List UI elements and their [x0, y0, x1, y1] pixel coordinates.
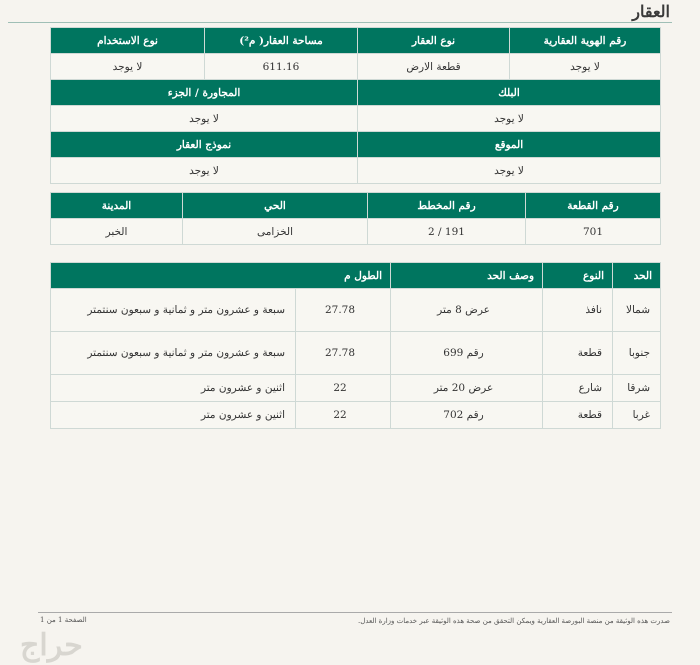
city-header: المدينة: [51, 193, 183, 219]
property-area-value: 611.16: [205, 54, 358, 80]
plot-number-header: رقم القطعة: [526, 193, 661, 219]
plan-number-value: 191 / 2: [368, 219, 526, 245]
boundary-type-header: النوع: [543, 263, 613, 289]
boundaries-table: [50, 262, 661, 429]
boundary-desc: رقم 702: [391, 402, 543, 429]
section-title: العقار: [632, 2, 670, 21]
plot-info-table: [50, 192, 661, 245]
footer-note: صدرت هذه الوثيقة من منصة البورصة العقارية ويمكن التحقق من صحة هذه الوثيقة عبر خدمات وزارة العدل.: [358, 617, 670, 625]
block-header: البلك: [358, 80, 661, 106]
title-divider: [8, 22, 672, 23]
table-row: [51, 289, 661, 332]
boundary-side-header: الحد: [613, 263, 661, 289]
boundary-side: شمالا: [613, 289, 661, 332]
boundary-type: قطعة: [543, 402, 613, 429]
location-header: الموقع: [358, 132, 661, 158]
block-value: لا يوجد: [358, 106, 661, 132]
model-header: نموذج العقار: [51, 132, 358, 158]
boundary-type: قطعة: [543, 332, 613, 375]
watermark-logo: حراج: [20, 628, 83, 663]
boundary-type: شارع: [543, 375, 613, 402]
usage-type-header: نوع الاستخدام: [51, 28, 205, 54]
boundary-length-header: الطول م: [51, 263, 391, 289]
footer-divider: [38, 612, 672, 613]
boundary-desc-header: وصف الحد: [391, 263, 543, 289]
boundary-length: 27.78: [296, 289, 391, 332]
usage-type-value: لا يوجد: [51, 54, 205, 80]
property-type-value: قطعة الارض: [358, 54, 510, 80]
district-value: الخزامى: [183, 219, 368, 245]
district-header: الحي: [183, 193, 368, 219]
neighbor-header: المجاورة / الجزء: [51, 80, 358, 106]
boundary-length-text: اثنين و عشرون متر: [51, 375, 296, 402]
boundary-desc: عرض 20 متر: [391, 375, 543, 402]
table-row: [51, 402, 661, 429]
property-id-value: لا يوجد: [510, 54, 661, 80]
boundary-desc: عرض 8 متر: [391, 289, 543, 332]
boundary-length-text: سبعة و عشرون متر و ثمانية و سبعون سنتمتر: [51, 289, 296, 332]
boundary-length-text: سبعة و عشرون متر و ثمانية و سبعون سنتمتر: [51, 332, 296, 375]
table-row: [51, 332, 661, 375]
boundary-side: جنوبا: [613, 332, 661, 375]
property-area-header: مساحة العقار( م²): [205, 28, 358, 54]
property-id-header: رقم الهوية العقارية: [510, 28, 661, 54]
neighbor-value: لا يوجد: [51, 106, 358, 132]
boundary-side: شرقا: [613, 375, 661, 402]
boundary-type: نافذ: [543, 289, 613, 332]
boundary-length: 22: [296, 375, 391, 402]
model-value: لا يوجد: [51, 158, 358, 184]
boundary-length: 22: [296, 402, 391, 429]
property-type-header: نوع العقار: [358, 28, 510, 54]
property-info-table: [50, 27, 661, 184]
plot-number-value: 701: [526, 219, 661, 245]
table-row: [51, 375, 661, 402]
boundary-length: 27.78: [296, 332, 391, 375]
page-number: الصفحة 1 من 1: [40, 616, 87, 624]
city-value: الخبر: [51, 219, 183, 245]
boundary-side: غربا: [613, 402, 661, 429]
location-value: لا يوجد: [358, 158, 661, 184]
boundary-length-text: اثنين و عشرون متر: [51, 402, 296, 429]
plan-number-header: رقم المخطط: [368, 193, 526, 219]
boundary-desc: رقم 699: [391, 332, 543, 375]
